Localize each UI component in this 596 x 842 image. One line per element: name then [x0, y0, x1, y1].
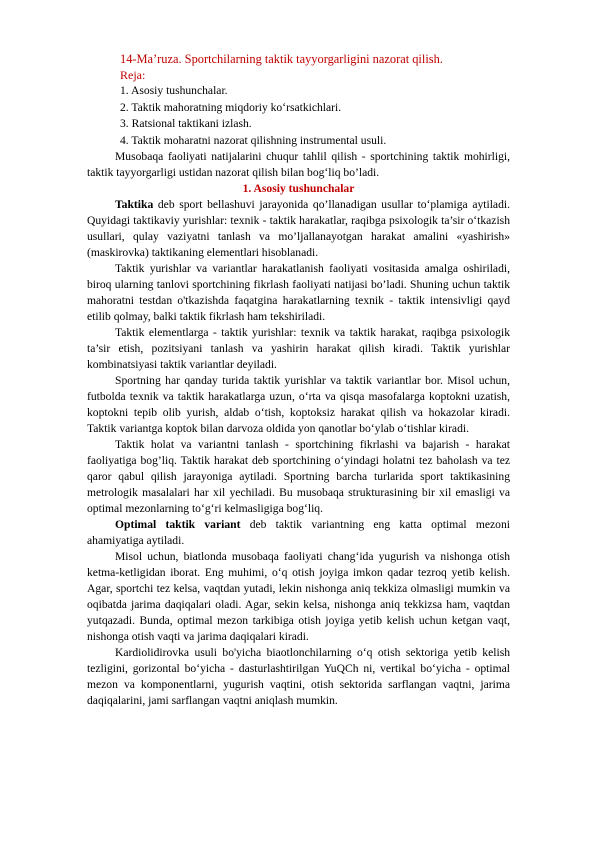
- paragraph-2: Taktik yurishlar va variantlar harakatlanish faoliyati vositasida amalga oshiriladi, biroq ularning tanlovi sportchining fikrlash faoliyati natijasi bo’ladi. Shuning uchun taktik mahoratni testdan o'tkazishda faqatgina harakatlarning texnik - taktik intensivligi qayd etilib qolmay, balki taktik fikrlash ham tekshiriladi.: [87, 262, 510, 323]
- intro-paragraph: Musobaqa faoliyati natijalarini chuqur tahlil qilish - sportchining taktik mohirligi, taktik tayyorgarligi ustidan nazorat qilish bilan bog‘liq bo’ladi.: [87, 150, 510, 179]
- plan-list: [87, 83, 510, 149]
- document-page: [87, 52, 510, 709]
- plan-item: 1. Asosiy tushunchalar.: [120, 84, 228, 97]
- plan-item: 4. Taktik moharatni nazorat qilishning instrumental usuli.: [120, 133, 387, 147]
- plan-item: 2. Taktik mahoratning miqdoriy ko‘rsatkichlari.: [120, 100, 342, 114]
- plan-label: Reja:: [120, 68, 146, 82]
- paragraph-4: Sportning har qanday turida taktik yurishlar va taktik variantlar bor. Misol uchun, futbolda texnik va taktik harakatlarga uzun, o‘rta va qisqa masofalarga koptokni uzatish, koptokni tepib olib yurish, aldab o‘tish, koptoksiz harakat qilish va hokazolar kiradi. Taktik variantga koptok bilan darvoza oldida yon qanotlar bo‘ylab o‘tishlar kiradi.: [87, 374, 510, 435]
- paragraph-6-text: deb taktik variantning eng katta optimal mezoni ahamiyatiga aytiladi.: [87, 518, 510, 547]
- paragraph-8: Kardiolidirovka usuli bo'yicha biaotlonchilarning o‘q otish sektoriga yetib kelish tezligini, gorizontal bo‘yicha - dasturlashtirilgan YuQCh ni, vertikal bo‘yicha - optimal mezon va komponentlarni, yugurish vaqtini, otish sektorida sarflangan vaqtni, jarima daqiqalarini, jami sarflangan vaqtni aniqlash mumkin.: [87, 646, 510, 707]
- term-optimal-variant: Optimal taktik variant: [115, 518, 241, 531]
- paragraph-1-text: deb sport bellashuvi jarayonida qo’llanadigan usullar to‘plamiga aytiladi. Quyidagi taktikaviy yurishlar: texnik - taktik harakatlar, raqibga psixologik ta’sir o‘tkazish usullari, qulay vaziyatni tanlash va mo’ljallanayotgan harakat amalini «yashirish» (maskirovka) taktikaning elementlari hisoblanadi.: [87, 198, 510, 259]
- plan-item: 3. Ratsional taktikani izlash.: [120, 117, 252, 130]
- paragraph-6: [87, 517, 510, 549]
- paragraph-7: Misol uchun, biatlonda musobaqa faoliyati chang‘ida yugurish va nishonga otish ketma-ketligidan iborat. Eng muhimi, o‘q otish joyiga imkon qadar tezroq yetib kelish. Agar, sportchi tez kelsa, vaqtdan yutadi, lekin nishonga aniq tekkiza olmasligi mumkin va oqibatda jarima daqiqalari oladi. Agar, sekin kelsa, nishonga aniq tekkizsa ham, vaqtdan yutqazadi. Bunda, optimal mezon tarkibiga otish joyiga yetib kelish uchun ketgan vaqt, nishonga otish vaqti va jarima daqiqalari kiradi.: [87, 550, 510, 643]
- paragraph-1: [87, 197, 510, 261]
- lecture-title: 14-Ma’ruza. Sportchilarning taktik tayyorgarligini nazorat qilish.: [120, 52, 443, 66]
- paragraph-3: Taktik elementlarga - taktik yurishlar: texnik va taktik harakat, raqibga psixologik ta’sir etish, pozitsiyani tanlash va yashirin harakat qilish kiradi. Taktik yurishlar kombinatsiyasi taktik variantlar deyiladi.: [87, 326, 510, 371]
- term-taktika: Taktika: [115, 198, 154, 211]
- paragraph-5: Taktik holat va variantni tanlash - sportchining fikrlashi va bajarish - harakat faoliyatiga bog’liq. Taktik harakat deb sportchining o‘yindagi holatni tez baholash va tez qaror qabul qilish jarayoniga aytiladi. Sportning barcha turlarida sport taktikasining metrologik masalalari har xil yechiladi. Bu musobaqa strukturasining bir xil emasligi va optimal mezonlarning to‘g‘ri kelmasligiga bog‘liq.: [87, 438, 510, 515]
- section-heading: 1. Asosiy tushunchalar: [242, 182, 355, 195]
